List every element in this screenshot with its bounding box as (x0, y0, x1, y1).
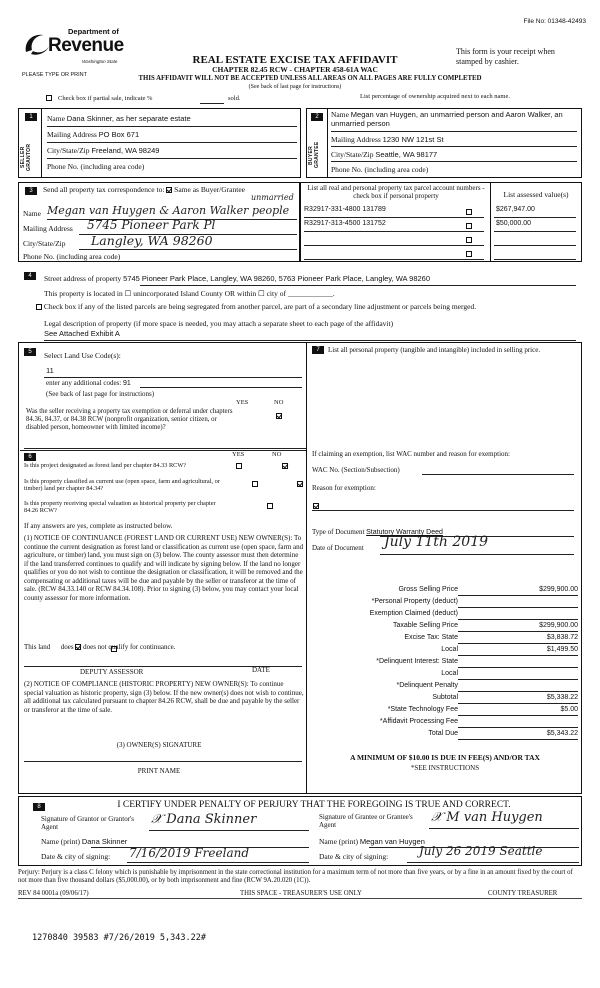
buyer-city[interactable]: Seattle, WA 98177 (375, 150, 438, 159)
yes-header: YES (232, 451, 245, 458)
receipt-note: This form is your receipt when stamped by cashier. (456, 47, 555, 66)
yes-header: YES (236, 399, 249, 406)
legal-description-value[interactable]: See Attached Exhibit A (44, 329, 120, 338)
assessor-date[interactable]: DATE (252, 666, 270, 674)
grantee-signature-label: Signature of Grantee or Grantee's Agent (319, 813, 413, 830)
gross-selling-price-label: Gross Selling Price (398, 586, 458, 593)
buyer-phone[interactable]: Phone No. (including area code) (331, 165, 429, 174)
seller-name-row: Name Dana Skinner, as her separate estate (47, 114, 191, 123)
document-type-row: Type of Document Statutory Warranty Deed (312, 528, 443, 536)
see-back-note: (See back of last page for instructions) (248, 84, 342, 90)
forest-yes-checkbox[interactable] (236, 463, 242, 469)
buyer-city-row: City/State/Zip Seattle, WA 98177 (331, 150, 438, 159)
grantee-date-city[interactable]: July 26 2019 Seattle (419, 844, 543, 858)
minimum-fee-note: A MINIMUM OF $10.00 IS DUE IN FEE(S) AND/OR TAX (350, 753, 540, 762)
form-chapter: CHAPTER 82.45 RCW - CHAPTER 458-61A WAC (212, 65, 378, 74)
buyer-vertical-label: BUYER GRANTEE (308, 141, 320, 169)
personal-property-checkbox[interactable] (466, 251, 472, 257)
not-accepted-notice: THIS AFFIDAVIT WILL NOT BE ACCEPTED UNLESS ALL AREAS ON ALL PAGES ARE FULLY COMPLETED (138, 75, 482, 82)
delinquent-interest-local-label: Local (441, 670, 458, 677)
personal-property-label: List all personal property (tangible and intangible) included in selling price. (328, 346, 541, 354)
no-header: NO (272, 451, 282, 458)
buyer-section: 2 BUYER GRANTEE Name Megan van Huygen, an unmarried person and Aaron Walker, an unmarried person Mailing Address 1230 NW 121st St City/State/Zip Seattle, WA 98177 Phone No. (including area code) (306, 108, 582, 178)
form-title: REAL ESTATE EXCISE TAX AFFIDAVIT (192, 54, 398, 66)
treasurer-stamp: 1270840 39583 #7/26/2019 5,343.22# (32, 933, 206, 943)
delinquent-interest-state-label: *Delinquent Interest: State (376, 658, 458, 665)
buyer-name[interactable]: Megan van Huygen, an unmarried person and Aaron Walker, an unmarried person (331, 110, 563, 128)
buyer-mailing-row: Mailing Address 1230 NW 121st St (331, 135, 444, 144)
property-location: This property is located in ☐ unincorporated Island County OR within ☐ city of ____________. (44, 289, 335, 298)
same-as-buyer-label: Same as Buyer/Grantee (174, 185, 245, 194)
ownership-note: List percentage of ownership acquired next to each name. (360, 93, 510, 100)
personal-property-deduct-label: *Personal Property (deduct) (371, 598, 458, 605)
print-name[interactable]: PRINT NAME (137, 767, 181, 775)
fee-table (308, 586, 582, 740)
parcel-row (302, 247, 582, 259)
personal-property-checkbox[interactable] (466, 237, 472, 243)
seller-city[interactable]: Freeland, WA 98249 (91, 146, 160, 155)
additional-codes-row: enter any additional codes: 91 (46, 379, 131, 387)
state-technology-fee-label: *State Technology Fee (387, 706, 458, 713)
seller-section: 1 SELLER GRANTOR Name Dana Skinner, as her separate estate Mailing Address PO Box 671 City/State/Zip Freeland, WA 98249 Phone No. (including area code) (18, 108, 301, 178)
grantee-name-row: Name (print) Megan van Huygen (319, 837, 425, 846)
parcel-number[interactable]: R32917-331-4800 131789 (304, 206, 386, 213)
deputy-assessor[interactable]: DEPUTY ASSESSOR (80, 668, 144, 676)
excise-state[interactable]: $3,838.72 (546, 634, 578, 641)
seller-mailing[interactable]: PO Box 671 (98, 130, 140, 139)
land-use-code[interactable]: 11 (46, 366, 54, 375)
corr-mailing-label: Mailing Address (23, 224, 73, 233)
please-type: PLEASE TYPE OR PRINT (22, 72, 88, 78)
document-date[interactable]: July 11th 2019 (384, 534, 489, 550)
logo-state: Washington State (82, 59, 118, 64)
street-address-row: Street address of property 5745 Pioneer Park Place, Langley, WA 98260, 5763 Pioneer Park Place, Langley, WA 98260 (44, 274, 431, 283)
personal-property-checkbox[interactable] (466, 209, 472, 215)
grantor-date-label: Date & city of signing: (41, 852, 111, 861)
corr-name-handwritten[interactable]: Megan van Huygen & Aaron Walker people (47, 204, 290, 217)
document-type[interactable]: Statutory Warranty Deed (366, 529, 443, 536)
segregated-row: Check box if any of the listed parcels are being segregated from another parcel, are part of a secondary line adjustment or parcels being merged. (36, 303, 476, 312)
correspondence-section: 3 Send all property tax correspondence to: Same as Buyer/Grantee unmarried Name Megan van Huygen & Aaron Walker people Mailing Address 5745 Pioneer Park Pl City/State/Zip Langley, WA 98260 Phone No. (including area code) (18, 182, 301, 262)
any-yes-note: If any answers are yes, complete as instructed below. (24, 522, 173, 530)
parcel-row (302, 205, 582, 217)
no-header: NO (274, 399, 284, 406)
excise-state-label: Excise Tax: State (404, 634, 458, 641)
subtotal[interactable]: $5,338.22 (546, 694, 578, 701)
current-use-no-checkbox[interactable] (297, 481, 303, 487)
assessed-value[interactable]: $267,947.00 (496, 206, 535, 213)
seller-vertical-label: SELLER GRANTOR (20, 143, 32, 171)
form-number: REV 84 0001a (09/06/17) (18, 890, 89, 897)
grantee-date-label: Date & city of signing: (319, 852, 389, 861)
property-section: 4 Street address of property 5745 Pioneer Park Place, Langley, WA 98260, 5763 Pioneer Park Place, Langley, WA 98260 This property is located in ☐ unincorporated Island County OR within ☐ city of ____________. Check box if any of the listed parcels are being segregated from another parcel, are part of a secondary line adjustment or parcels being merged. Legal description of property (if more space is needed, you may attach a separate sheet to each page of the affidavit) See Attached Exhibit A (18, 266, 582, 342)
grantor-signature[interactable]: 𝒳 Dana Skinner (151, 812, 257, 827)
seller-name[interactable]: Dana Skinner, as her separate estate (66, 114, 191, 123)
parcel-row (302, 233, 582, 245)
see-instructions: *SEE INSTRUCTIONS (410, 764, 480, 772)
gross-selling-price[interactable]: $299,900.00 (539, 586, 578, 593)
total-due[interactable]: $5,343.22 (546, 730, 578, 737)
affidavit-processing-fee-label: *Affidavit Processing Fee (379, 718, 458, 725)
certification-section: 8 I CERTIFY UNDER PENALTY OF PERJURY THAT THE FOREGOING IS TRUE AND CORRECT. Signature of Grantor or Grantor's Agent 𝒳 Dana Skinner Signature of Grantee or Grantee's Agent 𝒳 M van Huygen Name (print) Dana Skinner Name (print) Megan van Huygen Date & city of signing: 7/16/2019 Freeland Date & city of signing: July 26 2019 Seattle (18, 796, 582, 866)
dor-logo (22, 28, 132, 72)
notice-of-compliance: (2) NOTICE OF COMPLIANCE (HISTORIC PROPERTY) NEW OWNER(S): To continue special valuation as historic property, sign (3) below. If the new owner(s) does not wish to continue, all additional tax calculated pursuant to chapter 84.26 RCW, shall be due and payable by the seller or transferor at the time of sale. (24, 680, 304, 714)
perjury-notice: Perjury: Perjury is a class C felony which is punishable by imprisonment in the state correctional institution for a maximum term of not more than five years, or by a fine in an amount fixed by the court of not more than five thousand dollars ($5,000.00), or by both imprisonment and fine (RCW 9A.20.020 (1C)). (18, 869, 573, 885)
file-number: File No: 01348-42493 (523, 18, 586, 25)
assessed-value[interactable]: $50,000.00 (496, 220, 532, 227)
corr-phone[interactable]: Phone No. (including area code) (23, 252, 121, 261)
seller-phone[interactable]: Phone No. (including area code) (47, 162, 145, 171)
corr-mailing-handwritten[interactable]: 5745 Pioneer Park Pl (87, 218, 216, 232)
taxable-selling-price[interactable]: $299,900.00 (539, 622, 578, 629)
partial-sale-checkbox[interactable] (46, 95, 52, 101)
land-continuance-row: This land does does not qualify for continuance. (24, 643, 176, 651)
owner-signature[interactable]: (3) OWNER(S) SIGNATURE (116, 741, 202, 749)
does-checkbox[interactable] (111, 646, 117, 652)
handwritten-unmarried: unmarried (251, 193, 294, 202)
state-technology-fee[interactable]: $5.00 (560, 706, 578, 713)
partial-sale-label: Check box if partial sale, indicate % (58, 95, 153, 102)
historic-yes-checkbox[interactable] (267, 503, 273, 509)
additional-codes[interactable]: 91 (122, 380, 131, 387)
forest-land-question: Is this project designated as forest land per chapter 84.33 RCW? (24, 462, 187, 469)
notice-of-continuance: (1) NOTICE OF CONTINUANCE (FOREST LAND OR CURRENT USE) NEW OWNER(S): To continue the current designation as forest land or classification as current use (open space, farm and agriculture, or timber) land, you must sign on (3) below. The county assessor must then determine if the land transferred continues to qualify and will indicate by signing below. If the land no longer qualifies or you do not wish to continue the designation or classification, it will be removed and the compensating or additional taxes will be due and payable by the seller or transferor at the time of sale. (RCW 84.33.140 or RCW 84.34.108). Prior to signing (3) below, you may contact your local county assessor for more information. (24, 534, 304, 602)
logo-revenue: Revenue (48, 35, 124, 56)
logo-department: Department of (68, 27, 119, 36)
wac-claim-label: If claiming an exemption, list WAC number and reason for exemption: (312, 450, 510, 458)
subtotal-label: Subtotal (432, 694, 458, 701)
current-use-question: Is this property classified as current use (open space, farm and agricultural, or timber) land per chapter 84.34? (24, 478, 220, 493)
certify-statement: I CERTIFY UNDER PENALTY OF PERJURY THAT THE FOREGOING IS TRUE AND CORRECT. (117, 800, 511, 810)
wac-number-field[interactable]: WAC No. (Section/Subsection) (312, 466, 400, 474)
grantee-printed-name[interactable]: Megan van Huygen (359, 837, 425, 846)
exemption-no-checkbox[interactable] (276, 413, 282, 419)
buyer-name-row: Name Megan van Huygen, an unmarried person and Aaron Walker, an unmarried person (331, 110, 563, 128)
forest-no-checkbox[interactable] (282, 463, 288, 469)
grantor-printed-name[interactable]: Dana Skinner (81, 837, 128, 846)
county-treasurer: COUNTY TREASURER (488, 890, 558, 897)
forest-current-use-section: 6 YES NO Is this project designated as forest land per chapter 84.33 RCW? Is this property classified as current use (open space, farm and agricultural, or timber) land per chapter 84.34? Is this property receiving special valuation as historical property per chapter 84.26 RCW? If any answers are yes, complete as instructed below. (1) NOTICE OF CONTINUANCE (FOREST LAND OR CURRENT USE) NEW OWNER(S): To continue the current designation as forest land or classification as current use (open space, farm and agriculture, or timber) land, you must sign on (3) below. The county assessor must then determine if the land transferred continues to qualify and will indicate by signing below. If the land no longer qualifies or you do not wish to continue the designation or classification, it will be removed and the compensating or additional taxes will be due and payable by the seller or transferor at the time of sale. (RCW 84.33.140 or RCW 84.34.108). Prior to signing (3) below, you may contact your local county assessor for more information. This land does does not qualify for continuance. DEPUTY ASSESSOR DATE (2) NOTICE OF COMPLIANCE (HISTORIC PROPERTY) NEW OWNER(S): To continue special valuation as historic property, sign (3) below. If the new owner(s) does not wish to continue, all additional tax calculated pursuant to chapter 84.26 RCW, shall be due and payable by the seller or transferor at the time of sale. (3) OWNER(S) SIGNATURE PRINT NAME (20, 450, 306, 790)
excise-local[interactable]: $1,499.50 (546, 646, 578, 653)
parcel-section (299, 182, 582, 262)
does-not-checkbox[interactable] (75, 644, 81, 650)
corr-name-label: Name (23, 209, 41, 218)
total-due-label: Total Due (428, 730, 458, 737)
delinquent-penalty-label: *Delinquent Penalty (396, 682, 458, 689)
excise-local-label: Local (441, 646, 458, 653)
buyer-mailing[interactable]: 1230 NW 121st St (382, 135, 444, 144)
same-as-buyer-checkbox[interactable] (166, 187, 172, 193)
parcel-header: List all real and personal property tax parcel account numbers - check box if personal property (307, 184, 485, 201)
legal-description-label: Legal description of property (if more space is needed, you may attach a separate sheet to each page of the affidavit) (44, 319, 394, 328)
property-street-address[interactable]: 5745 Pioneer Park Place, Langley, WA 98260, 5763 Pioneer Park Place, Langley, WA 98260 (123, 274, 431, 283)
grantee-signature[interactable]: 𝒳 M van Huygen (431, 810, 543, 825)
send-correspondence-row: Send all property tax correspondence to: Same as Buyer/Grantee (43, 185, 245, 194)
segregated-checkbox[interactable] (36, 304, 42, 310)
seller-city-row: City/State/Zip Freeland, WA 98249 (47, 146, 160, 155)
parcel-number[interactable]: R32917-313-4500 131752 (304, 220, 386, 227)
grantor-name-row: Name (print) Dana Skinner (41, 837, 128, 846)
historic-question: Is this property receiving special valuation as historical property per chapter 84.26 RCW? (24, 500, 216, 515)
corr-city-handwritten[interactable]: Langley, WA 98260 (91, 233, 213, 248)
exemption-claimed-label: Exemption Claimed (deduct) (369, 610, 458, 617)
land-use-section: 5 Select Land Use Code(s): 11 enter any additional codes: 91 (See back of last page for instructions) YES NO Was the seller receiving a property tax exemption or deferral under chapters 84.36, 84.37, or 84.38 RCW (nonprofit organization, senior citizen, or disabled person, homeowner with limited income)? (20, 344, 306, 450)
grantor-date-city[interactable]: 7/16/2019 Freeland (129, 846, 250, 860)
corr-city-label: City/State/Zip (23, 239, 66, 248)
document-date-label: Date of Document (312, 544, 364, 552)
land-use-see-back: (See back of last page for instructions) (46, 390, 155, 398)
reason-exemption-field[interactable]: Reason for exemption: (312, 484, 376, 492)
seller-mailing-row: Mailing Address PO Box 671 (47, 130, 140, 139)
personal-property-section: 7 List all personal property (tangible and intangible) included in selling price. If claiming an exemption, list WAC number and reason for exemption: WAC No. (Section/Subsection) Reason for exemption: Type of Document Statutory Warranty Deed Date of Document July 11th 2019 (308, 344, 582, 794)
land-use-label: Select Land Use Code(s): (44, 351, 121, 360)
assessed-header: List assessed value(s) (503, 190, 569, 199)
personal-property-checkbox[interactable] (466, 223, 472, 229)
treasurer-space: THIS SPACE - TREASURER'S USE ONLY (240, 890, 362, 897)
current-use-yes-checkbox[interactable] (252, 481, 258, 487)
exemption-question: Was the seller receiving a property tax exemption or deferral under chapters 84.36, 84.37, or 84.38 RCW (nonprofit organization, senior citizen, or disabled person, homeowner with limited income)? (26, 408, 233, 431)
taxable-selling-price-label: Taxable Selling Price (393, 622, 458, 629)
parcel-row (302, 219, 582, 231)
grantor-signature-label: Signature of Grantor or Grantor's Agent (41, 815, 135, 832)
partial-sale-sold: sold. (228, 95, 241, 102)
